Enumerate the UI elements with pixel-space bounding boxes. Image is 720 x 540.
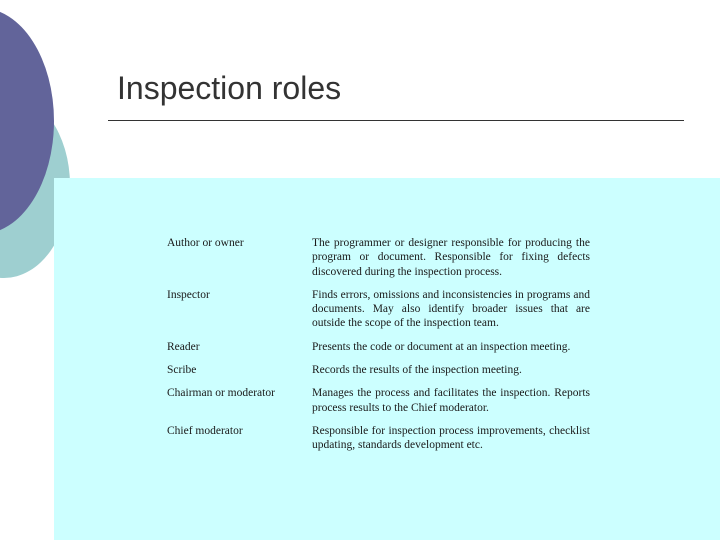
role-description: The programmer or designer responsible for producing the program or document. Responsible for fixing defects discovered during the inspection process. [312,237,590,278]
role-name: Chief moderator [167,424,243,437]
table-row [167,363,590,386]
role-name: Reader [167,340,200,353]
roles-table [167,236,590,462]
title-underline [108,120,684,121]
role-name: Chairman or moderator [167,387,275,400]
table-row [167,340,590,363]
table-row [167,236,590,288]
table-row [167,424,590,462]
role-description: Records the results of the inspection meeting. [312,364,522,377]
role-name: Inspector [167,288,210,301]
role-name: Scribe [167,364,197,377]
role-description: Manages the process and facilitates the inspection. Reports process results to the Chief moderator. [312,387,590,414]
slide-title: Inspection roles [117,70,342,106]
role-description: Finds errors, omissions and inconsistencies in programs and documents. May also identify broader issues that are outside the scope of the inspection team. [312,288,590,330]
table-row [167,386,590,424]
role-description: Presents the code or document at an inspection meeting. [312,340,571,353]
role-description: Responsible for inspection process improvements, checklist updating, standards development etc. [312,424,590,452]
role-name: Author or owner [167,237,244,249]
table-row [167,288,590,340]
